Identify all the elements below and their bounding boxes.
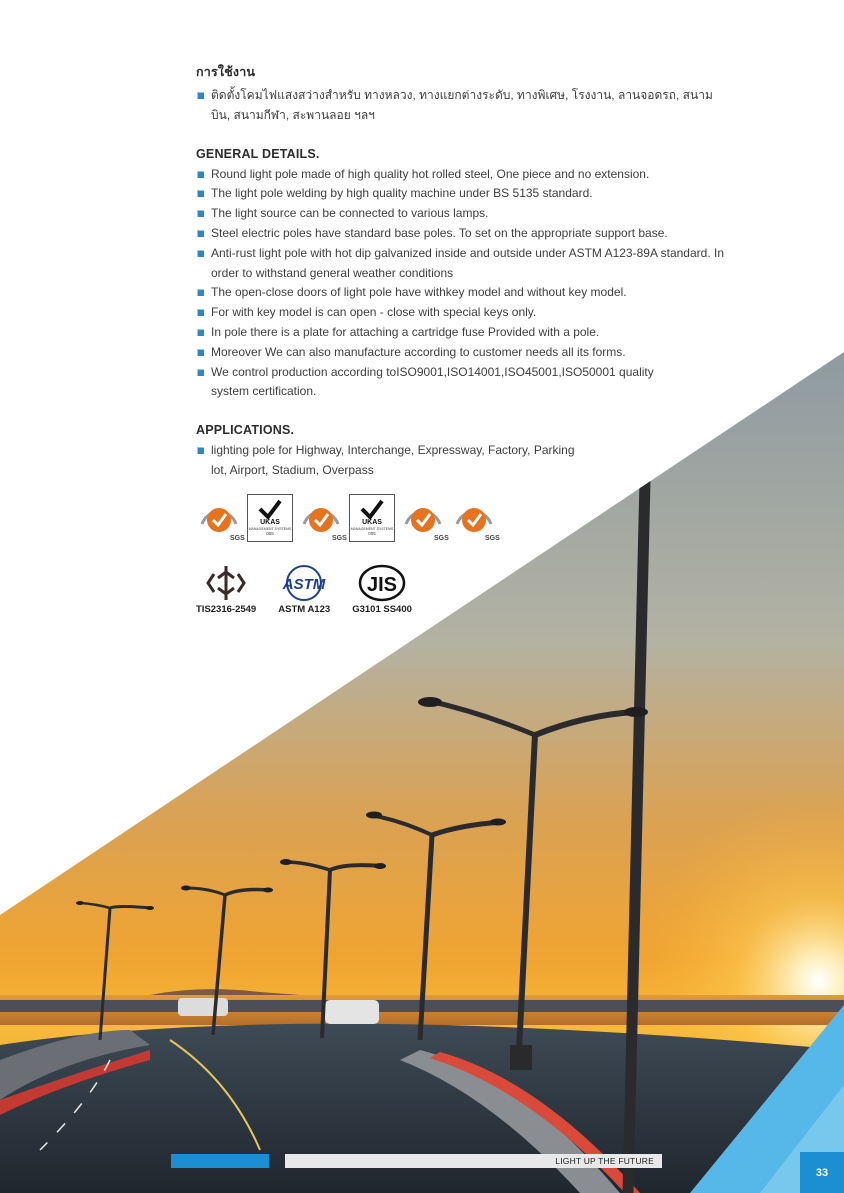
footer-blue-bar (171, 1154, 269, 1168)
ukas-code: 005 (368, 531, 376, 536)
list-item: Anti-rust light pole with hot dip galvanized inside and outside under ASTM A123-89A standard. In order to withstand general weather conditions (196, 244, 731, 284)
thai-usage-list (196, 86, 756, 126)
page-number: 33 (800, 1152, 844, 1193)
astm-logo-icon (276, 564, 332, 602)
ukas-label: UKAS (362, 519, 382, 526)
applications-list (196, 441, 756, 481)
sgs-label: SGS (230, 535, 245, 542)
tis-logo-icon (204, 564, 248, 602)
list-item: Moreover We can also manufacture according to customer needs all its forms. (196, 343, 756, 363)
ukas-label: UKAS (260, 519, 280, 526)
ukas-badge (349, 494, 395, 542)
general-details-list (196, 165, 756, 403)
list-item: We control production according toISO9001,ISO14001,ISO45001,ISO50001 quality system certification. (196, 363, 681, 403)
list-item: For with key model is can open - close with special keys only. (196, 303, 756, 323)
ukas-sub: MANAGEMENT SYSTEMS (248, 527, 292, 531)
general-details-title: GENERAL DETAILS. (196, 146, 320, 161)
tis-label: TIS2316-2549 (196, 604, 257, 615)
sgs-badge (298, 494, 347, 542)
sgs-label: SGS (485, 535, 500, 542)
list-item: The light pole welding by high quality machine under BS 5135 standard. (196, 184, 756, 204)
jis-logo-text: JIS (367, 574, 398, 596)
ukas-code: 005 (266, 531, 274, 536)
footer-tagline: LIGHT UP THE FUTURE (555, 1156, 654, 1166)
sgs-label: SGS (434, 535, 449, 542)
list-item: The light source can be connected to various lamps. (196, 204, 756, 224)
list-item: Round light pole made of high quality hot rolled steel, One piece and no extension. (196, 165, 756, 185)
text-content (196, 62, 756, 502)
sgs-badge (196, 494, 245, 542)
tis-cert (196, 564, 256, 615)
jis-cert (352, 564, 412, 615)
list-item: lighting pole for Highway, Interchange, Expressway, Factory, Parking lot, Airport, Stadium, Overpass (196, 441, 591, 481)
jis-label: G3101 SS400 (352, 604, 412, 615)
sgs-badge (451, 494, 500, 542)
ukas-check-icon (248, 495, 292, 525)
ukas-badge (247, 494, 293, 542)
astm-label: ASTM A123 (278, 604, 331, 615)
list-item: In pole there is a plate for attaching a cartridge fuse Provided with a pole. (196, 323, 756, 343)
list-item: Steel electric poles have standard base poles. To set on the appropriate support base. (196, 224, 756, 244)
jis-logo-icon (356, 564, 408, 602)
list-item: The open-close doors of light pole have withkey model and without key model. (196, 283, 756, 303)
general-details-section (196, 147, 756, 403)
certification-badges (196, 494, 500, 542)
thai-usage-section (196, 62, 756, 126)
astm-cert (276, 564, 332, 615)
standards-logos (196, 564, 412, 615)
sgs-badge (400, 494, 449, 542)
list-item: ติดตั้งโคมไฟแสงสว่างสำหรับ ทางหลวง, ทางแยกต่างระดับ, ทางพิเศษ, โรงงาน, ลานจอดรถ, สนามบิน, สนามกีฬา, สะพานลอย ฯลฯ (196, 86, 731, 126)
astm-logo-text: ASTM (282, 576, 326, 593)
sgs-label: SGS (332, 535, 347, 542)
applications-title: APPLICATIONS. (196, 423, 295, 438)
ukas-sub: MANAGEMENT SYSTEMS (350, 527, 394, 531)
ukas-check-icon (350, 495, 394, 525)
applications-section (196, 423, 756, 481)
thai-usage-title: การใช้งาน (196, 65, 256, 79)
